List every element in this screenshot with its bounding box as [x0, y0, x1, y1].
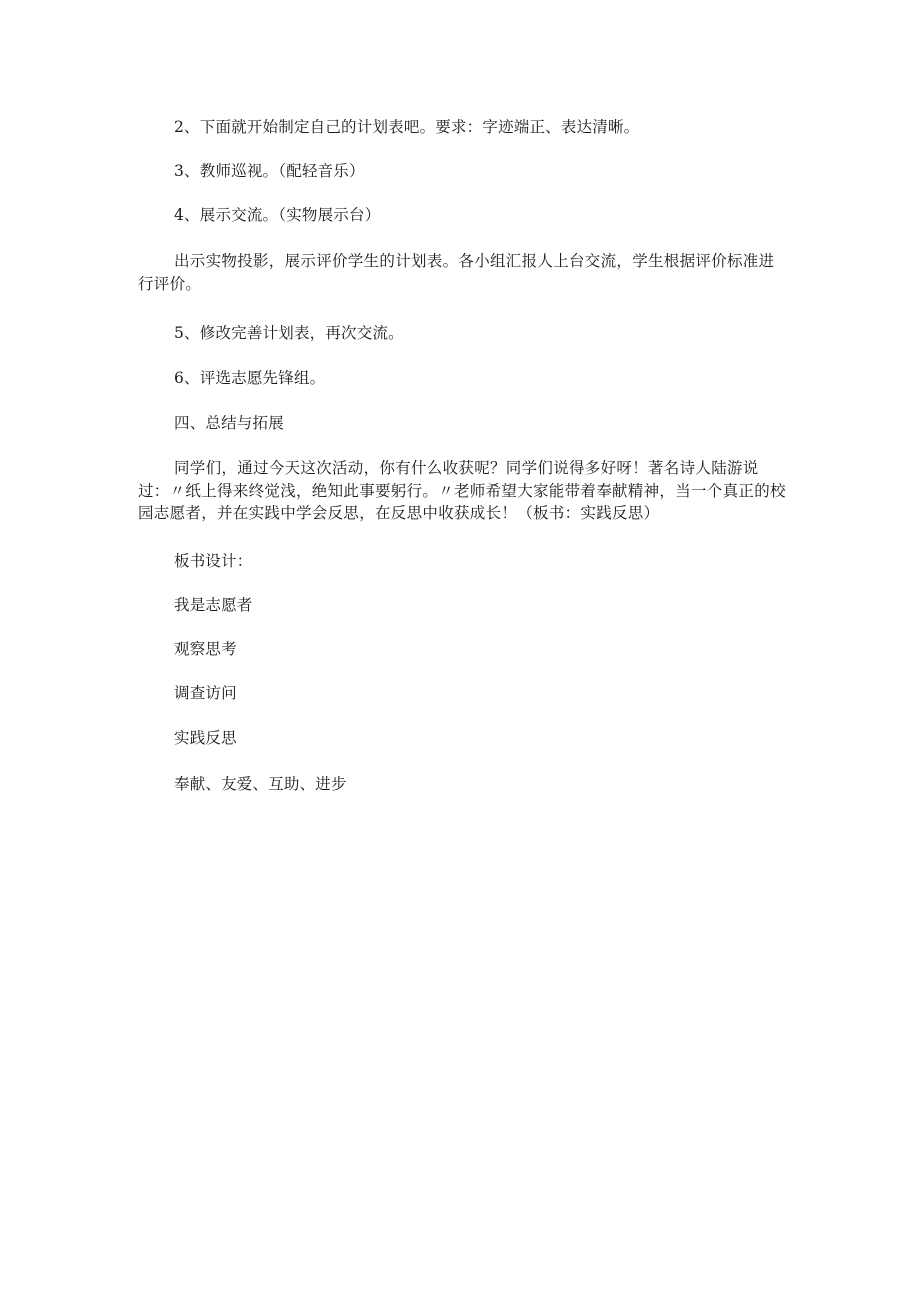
board-values: 奉献、友爱、互助、进步 [174, 775, 347, 793]
step-6-text: 6、评选志愿先锋组。 [174, 369, 326, 387]
section-4-heading: 四、总结与拓展 [174, 414, 284, 432]
summary-paragraph: 同学们，通过今天这次活动，你有什么收获呢？同学们说得多好呀！著名诗人陆游说过：〃纸上得来终觉浅，绝知此事要躬行。〃老师希望大家能带着奉献精神，当一个真正的校园志愿者，并在实践中学会反思，在反思中收获成长！（板书：实践反思） [138, 459, 786, 522]
step-4-text: 4、展示交流。（实物展示台） [174, 206, 381, 224]
step-4-detail-paragraph: 出示实物投影，展示评价学生的计划表。各小组汇报人上台交流，学生根据评价标准进行评价。 [138, 252, 775, 293]
board-item-observe: 观察思考 [174, 640, 237, 658]
board-design-label: 板书设计： [174, 552, 253, 570]
step-5-text: 5、修改完善计划表，再次交流。 [174, 324, 404, 342]
step-3-text: 3、教师巡视。（配轻音乐） [174, 162, 365, 180]
board-item-practice: 实践反思 [174, 729, 237, 747]
board-item-survey: 调查访问 [174, 684, 237, 702]
step-2-text: 2、下面就开始制定自己的计划表吧。要求：字迹端正、表达清晰。 [174, 118, 640, 136]
board-title: 我是志愿者 [174, 596, 253, 614]
